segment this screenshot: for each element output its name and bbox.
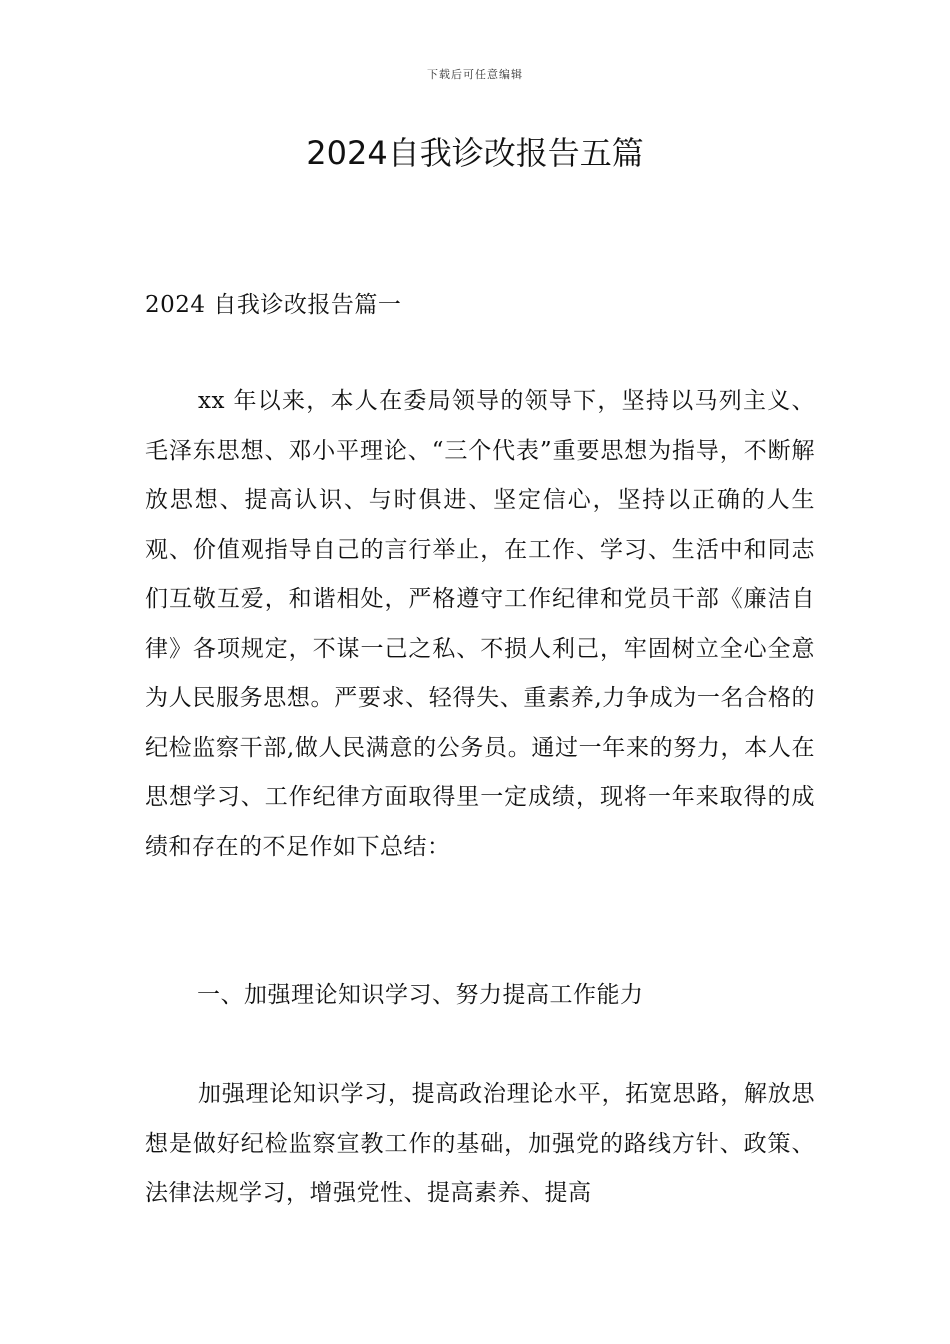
subheading-theory-study: 一、加强理论知识学习、努力提高工作能力 [197, 982, 644, 1008]
paragraph-intro: xx 年以来，本人在委局领导的领导下，坚持以马列主义、毛泽东思想、邓小平理论、“三个代表”重要思想为指导，不断解放思想、提高认识、与时俱进、坚定信心，坚持以正确的人生观、价值观指导自己的言行举止，在工作、学习、生活中和同志们互敬互爱，和谐相处，严格遵守工作纪律和党员干部《廉洁自律》各项规定，不谋一己之私、不损人利己，牢固树立全心全意为人民服务思想。严要求、轻得失、重素养,力争成为一名合格的纪检监察干部,做人民满意的公务员。通过一年来的努力，本人在思想学习、工作纪律方面取得里一定成绩，现将一年来取得的成绩和存在的不足作如下总结： [145, 388, 815, 860]
paragraph-theory-study: 加强理论知识学习，提高政治理论水平，拓宽思路，解放思想是做好纪检监察宣教工作的基础，加强党的路线方针、政策、法律法规学习，增强党性、提高素养、提高 [145, 1081, 815, 1206]
section-title: 2024 自我诊改报告篇一 [145, 292, 402, 318]
document-title: 2024自我诊改报告五篇 [306, 134, 644, 172]
header-note: 下载后可任意编辑 [427, 68, 523, 81]
